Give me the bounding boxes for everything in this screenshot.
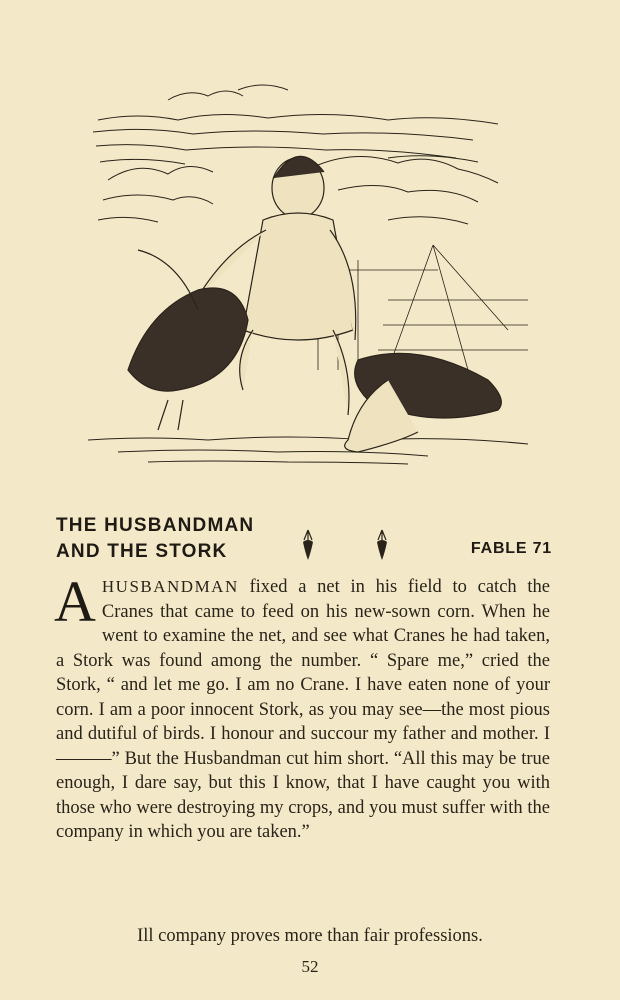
fable-number: FABLE 71: [470, 540, 552, 557]
ornament-icon: [300, 528, 316, 562]
title-line-1: THE HUSBANDMAN: [56, 515, 255, 536]
fable-body: [54, 569, 550, 845]
body-lead: HUSBANDMAN: [101, 577, 239, 596]
drop-cap: A: [54, 569, 96, 634]
title-line-2: AND THE STORK: [56, 541, 228, 562]
body-text: fixed a net in his field to catch the Cranes that came to feed on his new-sown corn. When he went to examine the net, and see what Cranes he had taken, a Stork was found among the number. “ Spare me,” cried the Stork, “ and let me go. I am no Crane. I have eaten none of your corn. I am a poor innocent Stork, as you may see—the most pious and dutiful of birds. I honour and succour my father and mother. I———” But the Husbandman cut him short. “All this may be true enough, I dare say, but this I know, that I have caught you with those who were destroying my crops, and you must suffer with the company in which you are taken.”: [56, 577, 550, 842]
fable-illustration: [88, 70, 533, 470]
ornament-icon: [374, 528, 390, 562]
page-number: 52: [301, 957, 319, 976]
fable-moral: Ill company proves more than fair professions.: [137, 926, 483, 946]
fable-title: [56, 513, 254, 565]
